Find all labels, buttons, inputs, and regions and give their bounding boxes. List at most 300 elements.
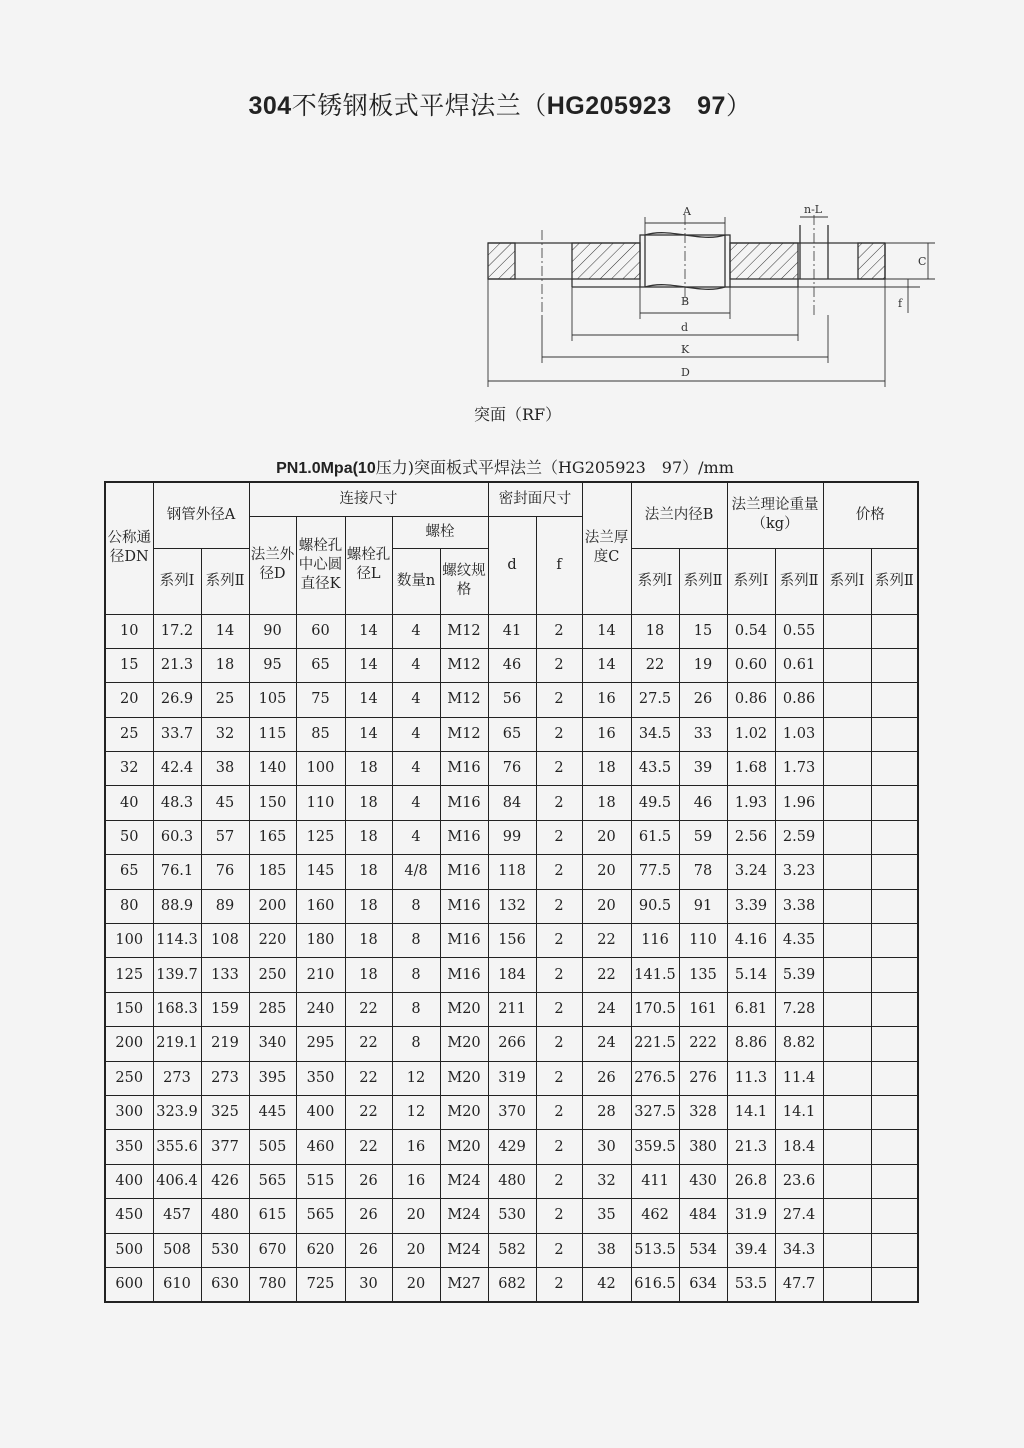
raised-face-label: 突面（RF） — [474, 405, 562, 424]
table-row — [105, 992, 918, 1026]
cell-bolt-thread: M12 — [440, 614, 488, 648]
cell-price-1 — [823, 889, 871, 923]
cell-pipe-od-2: 25 — [201, 683, 249, 717]
table-row — [105, 1199, 918, 1233]
header-seal: 密封面尺寸 — [488, 482, 582, 516]
cell-weight-2: 18.4 — [775, 1130, 823, 1164]
header-bore-series1: 系列Ⅰ — [631, 548, 679, 614]
cell-weight-2: 23.6 — [775, 1164, 823, 1198]
cell-bolt-hole: 30 — [345, 1267, 392, 1301]
cell-flange-od: 150 — [249, 786, 296, 820]
cell-weight-1: 5.14 — [727, 958, 775, 992]
cell-flange-od: 445 — [249, 1095, 296, 1129]
cell-pipe-od-2: 38 — [201, 752, 249, 786]
cell-weight-2: 2.59 — [775, 820, 823, 854]
cell-price-1 — [823, 1095, 871, 1129]
header-weight-series2: 系列Ⅱ — [775, 548, 823, 614]
cell-dn: 20 — [105, 683, 153, 717]
cell-dn: 15 — [105, 648, 153, 682]
cell-bore-1: 359.5 — [631, 1130, 679, 1164]
cell-bolt-thread: M27 — [440, 1267, 488, 1301]
cell-bore-1: 116 — [631, 924, 679, 958]
cell-bolt-thread: M16 — [440, 889, 488, 923]
cell-seal-f: 2 — [536, 717, 582, 751]
cell-bolt-thread: M20 — [440, 992, 488, 1026]
cell-bolt-circle: 65 — [296, 648, 345, 682]
cell-thickness: 22 — [582, 924, 631, 958]
cell-dn: 200 — [105, 1027, 153, 1061]
cell-seal-d: 118 — [488, 855, 536, 889]
cell-bolt-circle: 125 — [296, 820, 345, 854]
cell-flange-od: 505 — [249, 1130, 296, 1164]
cell-seal-d: 582 — [488, 1233, 536, 1267]
cell-seal-d: 319 — [488, 1061, 536, 1095]
cell-price-2 — [871, 1061, 918, 1095]
cell-price-2 — [871, 992, 918, 1026]
cell-bolt-circle: 460 — [296, 1130, 345, 1164]
cell-weight-1: 14.1 — [727, 1095, 775, 1129]
cell-bolt-qty: 4 — [392, 786, 440, 820]
cell-bolt-thread: M16 — [440, 924, 488, 958]
label-f: f — [898, 297, 903, 310]
cell-thickness: 30 — [582, 1130, 631, 1164]
cell-bore-1: 90.5 — [631, 889, 679, 923]
cell-bolt-circle: 725 — [296, 1267, 345, 1301]
cell-bolt-hole: 14 — [345, 614, 392, 648]
cell-weight-1: 8.86 — [727, 1027, 775, 1061]
cell-weight-2: 7.28 — [775, 992, 823, 1026]
cell-bolt-hole: 18 — [345, 889, 392, 923]
cell-bore-1: 141.5 — [631, 958, 679, 992]
cell-bolt-hole: 18 — [345, 924, 392, 958]
cell-price-2 — [871, 958, 918, 992]
cell-dn: 80 — [105, 889, 153, 923]
page-title — [0, 86, 1000, 122]
cell-weight-1: 31.9 — [727, 1199, 775, 1233]
cell-bolt-qty: 4 — [392, 683, 440, 717]
cell-bore-2: 78 — [679, 855, 727, 889]
cell-bolt-circle: 295 — [296, 1027, 345, 1061]
cell-seal-f: 2 — [536, 1164, 582, 1198]
cell-bore-1: 616.5 — [631, 1267, 679, 1301]
cell-flange-od: 115 — [249, 717, 296, 751]
cell-bore-2: 534 — [679, 1233, 727, 1267]
table-row — [105, 648, 918, 682]
cell-bolt-hole: 14 — [345, 648, 392, 682]
cell-bolt-thread: M12 — [440, 683, 488, 717]
cell-pipe-od-2: 426 — [201, 1164, 249, 1198]
cell-pipe-od-2: 630 — [201, 1267, 249, 1301]
cell-seal-f: 2 — [536, 648, 582, 682]
cell-bolt-circle: 100 — [296, 752, 345, 786]
cell-bolt-hole: 18 — [345, 786, 392, 820]
table-row — [105, 683, 918, 717]
cell-pipe-od-1: 406.4 — [153, 1164, 201, 1198]
label-K: K — [681, 343, 690, 356]
label-A: A — [683, 205, 691, 218]
cell-seal-d: 84 — [488, 786, 536, 820]
cell-pipe-od-2: 219 — [201, 1027, 249, 1061]
cell-bolt-thread: M12 — [440, 717, 488, 751]
cell-pipe-od-2: 273 — [201, 1061, 249, 1095]
table-row — [105, 752, 918, 786]
cell-seal-d: 156 — [488, 924, 536, 958]
cell-seal-f: 2 — [536, 924, 582, 958]
cell-bore-1: 18 — [631, 614, 679, 648]
cell-weight-2: 4.35 — [775, 924, 823, 958]
header-pipe-series2: 系列Ⅱ — [201, 548, 249, 614]
cell-seal-f: 2 — [536, 1130, 582, 1164]
cell-dn: 600 — [105, 1267, 153, 1301]
cell-flange-od: 780 — [249, 1267, 296, 1301]
cell-thickness: 26 — [582, 1061, 631, 1095]
cell-dn: 32 — [105, 752, 153, 786]
cell-bore-1: 462 — [631, 1199, 679, 1233]
cell-price-2 — [871, 1027, 918, 1061]
cell-weight-1: 11.3 — [727, 1061, 775, 1095]
cell-thickness: 20 — [582, 820, 631, 854]
cell-weight-2: 1.03 — [775, 717, 823, 751]
cell-bolt-circle: 110 — [296, 786, 345, 820]
cell-bolt-qty: 4 — [392, 614, 440, 648]
cell-bore-2: 46 — [679, 786, 727, 820]
cell-bolt-qty: 4 — [392, 820, 440, 854]
cell-price-2 — [871, 1164, 918, 1198]
cell-seal-f: 2 — [536, 1267, 582, 1301]
cell-bolt-circle: 145 — [296, 855, 345, 889]
table-row — [105, 1027, 918, 1061]
cell-seal-d: 132 — [488, 889, 536, 923]
header-dn: 公称通径DN — [105, 482, 153, 614]
label-D: D — [681, 366, 690, 379]
cell-price-1 — [823, 717, 871, 751]
cell-weight-2: 0.55 — [775, 614, 823, 648]
header-weight: 法兰理论重量（kg） — [727, 482, 823, 548]
cell-bore-2: 110 — [679, 924, 727, 958]
cell-bore-1: 61.5 — [631, 820, 679, 854]
cell-price-2 — [871, 1095, 918, 1129]
cell-seal-f: 2 — [536, 752, 582, 786]
cell-bolt-thread: M16 — [440, 855, 488, 889]
cell-price-2 — [871, 648, 918, 682]
cell-dn: 100 — [105, 924, 153, 958]
cell-bore-2: 380 — [679, 1130, 727, 1164]
cell-pipe-od-2: 57 — [201, 820, 249, 854]
cell-bore-1: 27.5 — [631, 683, 679, 717]
cell-dn: 300 — [105, 1095, 153, 1129]
cell-seal-d: 530 — [488, 1199, 536, 1233]
title-main: 不锈钢板式平焊法兰（ — [291, 91, 547, 120]
cell-bolt-hole: 18 — [345, 752, 392, 786]
cell-weight-1: 1.02 — [727, 717, 775, 751]
table-row — [105, 1164, 918, 1198]
flange-spec-table — [104, 481, 919, 1303]
cell-weight-1: 1.68 — [727, 752, 775, 786]
title-prefix: 304 — [248, 92, 292, 120]
cell-price-1 — [823, 992, 871, 1026]
table-row — [105, 1233, 918, 1267]
header-bolt-circle: 螺栓孔中心圆直径K — [296, 516, 345, 614]
flange-drawing — [480, 195, 940, 395]
table-title-rest: 压力)突面板式平焊法兰（HG205923 97）/mm — [375, 458, 734, 477]
cell-bolt-thread: M20 — [440, 1095, 488, 1129]
cell-thickness: 20 — [582, 889, 631, 923]
cell-pipe-od-2: 14 — [201, 614, 249, 648]
cell-flange-od: 185 — [249, 855, 296, 889]
cell-pipe-od-1: 610 — [153, 1267, 201, 1301]
header-bore-series2: 系列Ⅱ — [679, 548, 727, 614]
cell-pipe-od-1: 355.6 — [153, 1130, 201, 1164]
cell-seal-d: 41 — [488, 614, 536, 648]
cell-bolt-qty: 12 — [392, 1061, 440, 1095]
cell-bore-2: 39 — [679, 752, 727, 786]
cell-bore-1: 170.5 — [631, 992, 679, 1026]
cell-flange-od: 340 — [249, 1027, 296, 1061]
cell-bolt-thread: M24 — [440, 1199, 488, 1233]
cell-thickness: 32 — [582, 1164, 631, 1198]
header-seal-f: f — [536, 516, 582, 614]
cell-thickness: 38 — [582, 1233, 631, 1267]
header-weight-series1: 系列Ⅰ — [727, 548, 775, 614]
cell-bolt-circle: 160 — [296, 889, 345, 923]
table-body — [105, 614, 918, 1302]
cell-price-2 — [871, 889, 918, 923]
cell-bolt-qty: 4 — [392, 752, 440, 786]
title-suffix: ） — [725, 91, 752, 120]
cell-dn: 65 — [105, 855, 153, 889]
cell-price-2 — [871, 1233, 918, 1267]
cell-bore-2: 19 — [679, 648, 727, 682]
cell-seal-d: 76 — [488, 752, 536, 786]
cell-seal-d: 480 — [488, 1164, 536, 1198]
cell-seal-f: 2 — [536, 683, 582, 717]
cell-price-2 — [871, 1267, 918, 1301]
cell-pipe-od-1: 76.1 — [153, 855, 201, 889]
cell-pipe-od-1: 219.1 — [153, 1027, 201, 1061]
cell-weight-2: 0.61 — [775, 648, 823, 682]
cell-price-1 — [823, 1267, 871, 1301]
cell-bolt-thread: M24 — [440, 1164, 488, 1198]
cell-weight-2: 11.4 — [775, 1061, 823, 1095]
cell-bore-2: 26 — [679, 683, 727, 717]
table-title-bold: PN1.0Mpa(10 — [276, 460, 376, 477]
cell-bore-1: 22 — [631, 648, 679, 682]
cell-bolt-qty: 20 — [392, 1267, 440, 1301]
cell-thickness: 20 — [582, 855, 631, 889]
cell-flange-od: 140 — [249, 752, 296, 786]
header-pipe-od: 钢管外径A — [153, 482, 249, 548]
cell-dn: 150 — [105, 992, 153, 1026]
cell-pipe-od-1: 457 — [153, 1199, 201, 1233]
table-row — [105, 1095, 918, 1129]
cell-flange-od: 615 — [249, 1199, 296, 1233]
cell-price-2 — [871, 1199, 918, 1233]
cell-dn: 125 — [105, 958, 153, 992]
cell-thickness: 14 — [582, 648, 631, 682]
cell-seal-d: 211 — [488, 992, 536, 1026]
cell-weight-2: 0.86 — [775, 683, 823, 717]
cell-seal-f: 2 — [536, 614, 582, 648]
cell-thickness: 16 — [582, 717, 631, 751]
cell-bolt-thread: M16 — [440, 958, 488, 992]
cell-bolt-qty: 16 — [392, 1164, 440, 1198]
label-nL: n-L — [804, 203, 823, 216]
label-B: B — [681, 295, 690, 308]
cell-dn: 25 — [105, 717, 153, 751]
cell-dn: 10 — [105, 614, 153, 648]
cell-bolt-circle: 350 — [296, 1061, 345, 1095]
cell-bolt-hole: 26 — [345, 1233, 392, 1267]
cell-bolt-qty: 20 — [392, 1199, 440, 1233]
cell-dn: 500 — [105, 1233, 153, 1267]
table-title — [0, 455, 1010, 478]
cell-bolt-qty: 16 — [392, 1130, 440, 1164]
table-row — [105, 889, 918, 923]
cell-pipe-od-1: 323.9 — [153, 1095, 201, 1129]
cell-pipe-od-2: 89 — [201, 889, 249, 923]
header-seal-d: d — [488, 516, 536, 614]
cell-dn: 250 — [105, 1061, 153, 1095]
table-row — [105, 924, 918, 958]
cell-weight-2: 5.39 — [775, 958, 823, 992]
cell-bore-1: 276.5 — [631, 1061, 679, 1095]
cell-price-1 — [823, 648, 871, 682]
header-thickness: 法兰厚度C — [582, 482, 631, 614]
cell-thickness: 35 — [582, 1199, 631, 1233]
cell-bolt-hole: 22 — [345, 992, 392, 1026]
cell-bolt-circle: 180 — [296, 924, 345, 958]
cell-bolt-circle: 565 — [296, 1199, 345, 1233]
table-row — [105, 855, 918, 889]
cell-bore-1: 43.5 — [631, 752, 679, 786]
header-price: 价格 — [823, 482, 918, 548]
cell-thickness: 18 — [582, 786, 631, 820]
cell-weight-2: 1.73 — [775, 752, 823, 786]
cell-bolt-hole: 22 — [345, 1061, 392, 1095]
cell-flange-od: 285 — [249, 992, 296, 1026]
cell-weight-2: 14.1 — [775, 1095, 823, 1129]
label-C: C — [918, 255, 927, 268]
cell-bore-2: 276 — [679, 1061, 727, 1095]
cell-weight-1: 3.39 — [727, 889, 775, 923]
cell-pipe-od-2: 133 — [201, 958, 249, 992]
header-bore: 法兰内径B — [631, 482, 727, 548]
cell-bore-2: 135 — [679, 958, 727, 992]
cell-thickness: 42 — [582, 1267, 631, 1301]
cell-flange-od: 200 — [249, 889, 296, 923]
cell-bore-2: 634 — [679, 1267, 727, 1301]
cell-weight-1: 1.93 — [727, 786, 775, 820]
cell-price-1 — [823, 1199, 871, 1233]
cell-bolt-qty: 4 — [392, 648, 440, 682]
cell-price-2 — [871, 614, 918, 648]
cell-pipe-od-1: 508 — [153, 1233, 201, 1267]
cell-pipe-od-1: 48.3 — [153, 786, 201, 820]
cell-thickness: 16 — [582, 683, 631, 717]
cell-bolt-circle: 240 — [296, 992, 345, 1026]
cell-price-2 — [871, 752, 918, 786]
header-price-series1: 系列Ⅰ — [823, 548, 871, 614]
cell-dn: 50 — [105, 820, 153, 854]
header-bolt-qty: 数量n — [392, 548, 440, 614]
cell-seal-f: 2 — [536, 1061, 582, 1095]
cell-thickness: 22 — [582, 958, 631, 992]
cell-seal-f: 2 — [536, 786, 582, 820]
cell-bolt-hole: 22 — [345, 1027, 392, 1061]
table-row — [105, 614, 918, 648]
cell-seal-d: 184 — [488, 958, 536, 992]
header-bolt-hole: 螺栓孔径L — [345, 516, 392, 614]
cell-bolt-hole: 18 — [345, 958, 392, 992]
cell-flange-od: 565 — [249, 1164, 296, 1198]
cell-price-2 — [871, 1130, 918, 1164]
cell-price-2 — [871, 786, 918, 820]
cell-flange-od: 395 — [249, 1061, 296, 1095]
cell-seal-d: 56 — [488, 683, 536, 717]
cell-thickness: 24 — [582, 1027, 631, 1061]
cell-price-1 — [823, 683, 871, 717]
cell-bolt-thread: M20 — [440, 1061, 488, 1095]
cell-seal-d: 429 — [488, 1130, 536, 1164]
cell-pipe-od-1: 139.7 — [153, 958, 201, 992]
table-row — [105, 786, 918, 820]
cell-bolt-hole: 22 — [345, 1130, 392, 1164]
cell-pipe-od-1: 17.2 — [153, 614, 201, 648]
cell-flange-od: 250 — [249, 958, 296, 992]
cell-thickness: 18 — [582, 752, 631, 786]
cell-weight-2: 27.4 — [775, 1199, 823, 1233]
cell-bore-2: 15 — [679, 614, 727, 648]
cell-price-2 — [871, 855, 918, 889]
table-row — [105, 1130, 918, 1164]
cell-seal-f: 2 — [536, 1233, 582, 1267]
cell-seal-f: 2 — [536, 1027, 582, 1061]
cell-weight-1: 53.5 — [727, 1267, 775, 1301]
cell-bolt-qty: 12 — [392, 1095, 440, 1129]
cell-weight-1: 3.24 — [727, 855, 775, 889]
cell-seal-d: 46 — [488, 648, 536, 682]
cell-bore-2: 59 — [679, 820, 727, 854]
cell-bolt-thread: M20 — [440, 1027, 488, 1061]
label-d: d — [681, 321, 689, 334]
cell-bolt-hole: 18 — [345, 855, 392, 889]
cell-bolt-circle: 85 — [296, 717, 345, 751]
cell-price-2 — [871, 717, 918, 751]
cell-bolt-thread: M16 — [440, 820, 488, 854]
cell-weight-2: 3.23 — [775, 855, 823, 889]
cell-price-1 — [823, 958, 871, 992]
cell-bolt-hole: 14 — [345, 717, 392, 751]
cell-seal-d: 65 — [488, 717, 536, 751]
cell-bolt-thread: M16 — [440, 786, 488, 820]
cell-seal-f: 2 — [536, 855, 582, 889]
cell-bolt-thread: M24 — [440, 1233, 488, 1267]
cell-bore-2: 161 — [679, 992, 727, 1026]
cell-bolt-circle: 620 — [296, 1233, 345, 1267]
cell-pipe-od-2: 108 — [201, 924, 249, 958]
cell-dn: 40 — [105, 786, 153, 820]
cell-bore-2: 430 — [679, 1164, 727, 1198]
cell-weight-2: 47.7 — [775, 1267, 823, 1301]
cell-bore-1: 513.5 — [631, 1233, 679, 1267]
table-row — [105, 1267, 918, 1301]
cell-pipe-od-2: 530 — [201, 1233, 249, 1267]
cell-flange-od: 220 — [249, 924, 296, 958]
cell-bolt-circle: 210 — [296, 958, 345, 992]
cell-pipe-od-2: 18 — [201, 648, 249, 682]
cell-price-1 — [823, 1130, 871, 1164]
cell-weight-1: 0.54 — [727, 614, 775, 648]
